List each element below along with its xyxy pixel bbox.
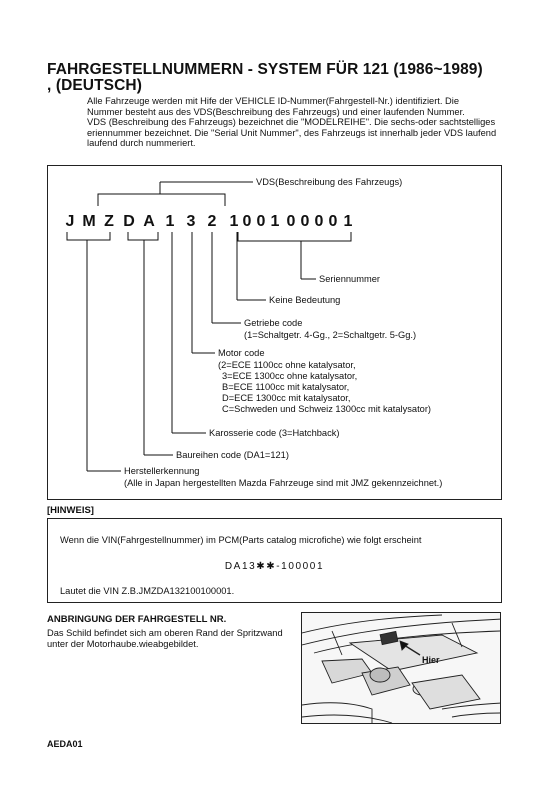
motor-code-line: B=ECE 1100cc mit katalysator,: [222, 382, 350, 392]
vin-diagram: [48, 166, 503, 501]
footer-code: AEDA01: [47, 739, 83, 749]
gearbox-code-label: Getriebe code: [244, 318, 303, 328]
title-line-2: , (DEUTSCH): [47, 77, 142, 94]
vds-label: VDS(Beschreibung des Fahrzeugs): [256, 177, 403, 187]
serial-number-label: Seriennummer: [319, 274, 380, 284]
note-line-3: Lautet die VIN Z.B.JMZDA132100100001.: [60, 586, 235, 596]
manufacturer-label: Herstellerkennung: [124, 466, 200, 476]
vin-char: A: [143, 213, 155, 230]
gearbox-code-detail: (1=Schaltgetr. 4-Gg., 2=Schaltgetr. 5-Gg.): [244, 330, 417, 340]
vin-char: 2: [207, 213, 217, 230]
note-code: DA13✱✱-100001: [224, 561, 325, 572]
note-line-1: Wenn die VIN(Fahrgestellnummer) im PCM(Parts catalog microfiche) wie folgt erscheint: [60, 535, 422, 545]
attachment-text: Das Schild befindet sich am oberen Rand der Spritzwand unter der Motorhaube.wieabgebildet.: [47, 628, 283, 649]
vin-char: D: [123, 213, 135, 230]
vin-char: 1: [165, 213, 175, 230]
no-meaning-label: Keine Bedeutung: [269, 295, 341, 305]
manufacturer-detail: (Alle in Japan hergestellten Mazda Fahrzeuge sind mit JMZ gekennzeichnet.): [124, 478, 443, 488]
engine-bay-drawing: [302, 613, 501, 724]
attachment-title: ANBRINGUNG DER FAHRGESTELL NR.: [47, 614, 227, 625]
vin-char: 0: [242, 213, 252, 230]
vin-char: 1: [270, 213, 280, 230]
vin-char: 1: [343, 213, 353, 230]
motor-code-label: Motor code: [218, 348, 265, 358]
intro-paragraph-2: VDS (Beschreibung des Fahrzeugs) bezeichnet die "MODELREIHE". Die sechs-oder sachtstelliges eriennummer bezeichnet. Die "Serial Unit Nummer", des Fahrzeugs ist innerhalb jeder VDS laufend laufend durch nummeriert.: [87, 117, 497, 149]
vin-char: 0: [300, 213, 310, 230]
vin-char: 0: [314, 213, 324, 230]
note-box: [47, 518, 502, 603]
vin-char: J: [65, 213, 75, 230]
page-title: [47, 62, 527, 94]
motor-code-line: D=ECE 1300cc mit katalysator,: [222, 393, 351, 403]
vin-char: 3: [186, 213, 196, 230]
title-line-1: FAHRGESTELLNUMMERN - SYSTEM FÜR 121 (1986~1989): [47, 61, 483, 78]
body-code-label: Karosserie code (3=Hatchback): [209, 428, 340, 438]
motor-code-line: 3=ECE 1300cc ohne katalysator,: [222, 371, 358, 381]
motor-code-line: C=Schweden und Schweiz 1300cc mit katalysator): [222, 404, 432, 414]
intro-paragraph-1: Alle Fahrzeuge werden mit Hife der VEHICLE ID-Nummer(Fahrgestell-Nr.) identifiziert. Die Nummer besteht aus des VDS(Beschreibung des Fahrzeugs) und einer laufenden Nummer.: [87, 96, 465, 117]
engine-bay-illustration: [301, 612, 501, 724]
vin-char: 0: [328, 213, 338, 230]
vin-characters: [66, 213, 353, 230]
vin-char: 1: [229, 213, 239, 230]
series-code-label: Baureihen code (DA1=121): [176, 450, 289, 460]
here-label: Hier: [422, 655, 440, 665]
vin-char: Z: [104, 213, 114, 230]
vin-char: M: [82, 213, 96, 230]
vin-char: 0: [286, 213, 296, 230]
intro-text: [87, 96, 497, 149]
vin-char: 0: [256, 213, 266, 230]
motor-code-line: (2=ECE 1100cc ohne katalysator,: [218, 360, 356, 370]
note-label: [HINWEIS]: [47, 505, 94, 516]
vin-diagram-box: [47, 165, 502, 500]
